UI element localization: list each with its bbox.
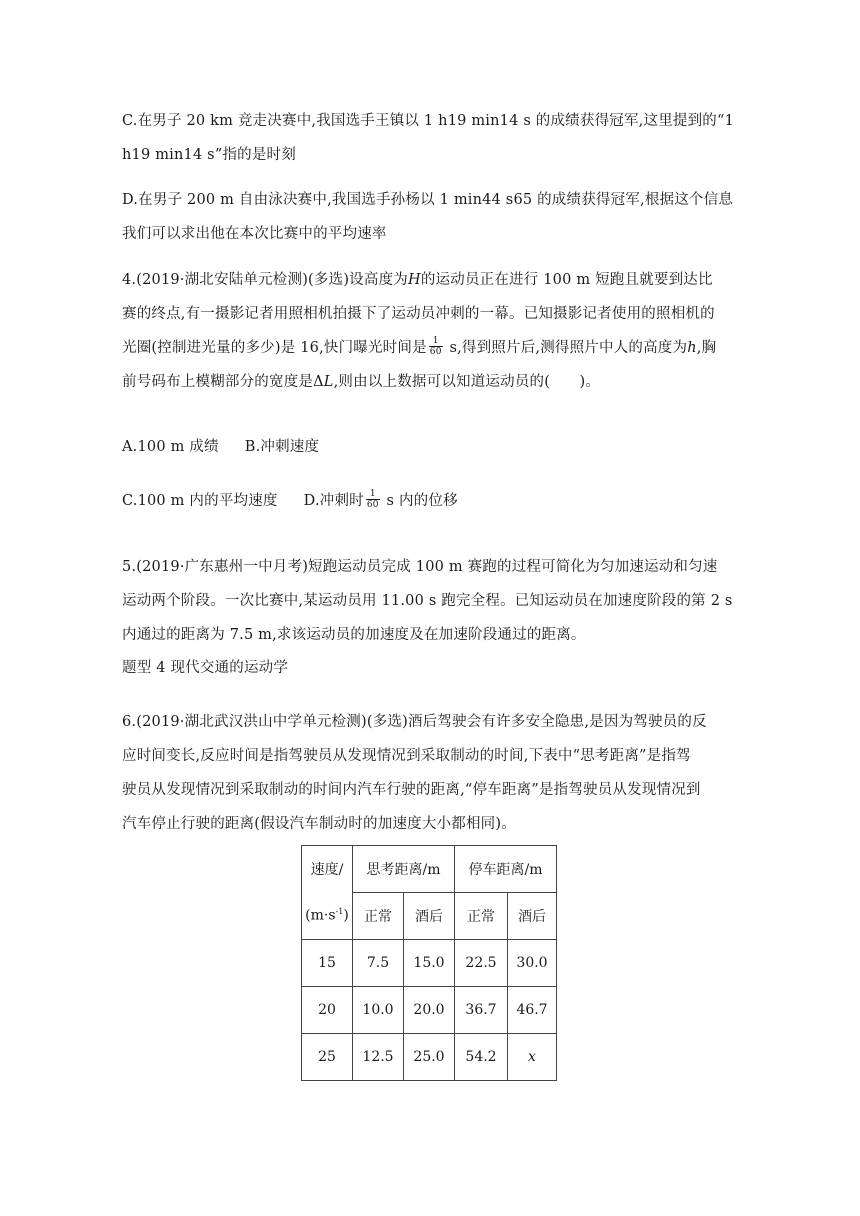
think-drunk-header: 酒后 [404, 893, 455, 940]
question-5-line-2: 运动两个阶段。一次比赛中,某运动员用 11.00 s 跑完全程。已知运动员在加速度阶段的第 2 s [122, 593, 733, 609]
table-cell-stop-drunk: x [508, 1034, 557, 1081]
fraction-1-60: $\frac{1}{60}$ [429, 335, 442, 357]
question-5 [122, 550, 740, 652]
fraction-1-60-option-d: $\frac{1}{60}$ [366, 488, 379, 510]
question-5-line-3: 内通过的距离为 7.5 m,求该运动员的加速度及在加速阶段通过的距离。 [122, 627, 586, 643]
variable-h-upper: H [407, 272, 421, 288]
question-4-line-1: 4.(2019·湖北安陆单元检测)(多选)设高度为H的运动员正在进行 100 m 短跑且就要到达比 [122, 272, 713, 288]
variable-h: h [687, 340, 697, 356]
think-normal-header: 正常 [353, 893, 404, 940]
question-6-line-2: 应时间变长,反应时间是指驾驶员从发现情况到采取制动的时间,下表中“思考距离”是指驾 [122, 748, 691, 764]
speed-header-unit: $(m\cdot s^{-1})$ [302, 893, 353, 940]
table-cell-think-normal: 10.0 [353, 987, 404, 1034]
braking-distance-table [301, 845, 557, 1081]
table-cell-think-normal: 7.5 [353, 940, 404, 987]
table-header-row-2 [302, 893, 557, 940]
table-cell-speed: 25 [302, 1034, 353, 1081]
table-cell-stop-drunk: 46.7 [508, 987, 557, 1034]
question-4-option-b: B.冲刺速度 [244, 439, 320, 455]
table-cell-stop-normal: 36.7 [455, 987, 508, 1034]
question-4-option-d: D.冲刺时 $\frac{1}{60}$ s 内的位移 [303, 488, 458, 510]
question-4-line-4: 前号码布上模糊部分的宽度是ΔL,则由以上数据可以知道运动员的( )。 [122, 374, 601, 390]
question-4-options-cd [122, 484, 740, 518]
question-4-option-c: C.100 m 内的平均速度 [122, 493, 278, 509]
variable-l: L [323, 374, 334, 390]
stop-drunk-header: 酒后 [508, 893, 557, 940]
table-cell-think-normal: 12.5 [353, 1034, 404, 1081]
stop-distance-header: 停车距离/m [455, 846, 557, 893]
table-cell-speed: 20 [302, 987, 353, 1034]
question-6-line-1: 6.(2019·湖北武汉洪山中学单元检测)(多选)酒后驾驶会有许多安全隐患,是因为驾驶员的反 [122, 714, 707, 730]
question-4-option-a: A.100 m 成绩 [122, 439, 219, 455]
option-d [122, 183, 740, 251]
question-6-line-3: 驶员从发现情况到采取制动的时间内汽车行驶的距离,“停车距离”是指驾驶员从发现情况到 [122, 782, 701, 798]
question-4-line-2: 赛的终点,有一摄影记者用照相机拍摄下了运动员冲刺的一幕。已知摄影记者使用的照相机的 [122, 306, 715, 322]
option-d-line-1: D.在男子 200 m 自由泳决赛中,我国选手孙杨以 1 min44 s65 的成绩获得冠军,根据这个信息 [122, 192, 734, 208]
question-6-line-4: 汽车停止行驶的距离(假设汽车制动时的加速度大小都相同)。 [122, 816, 516, 832]
table-cell-stop-drunk: 30.0 [508, 940, 557, 987]
speed-header-top: 速度/ [302, 846, 353, 893]
table-header-row-1 [302, 846, 557, 893]
option-c [122, 104, 740, 172]
section-title: 题型 4 现代交通的运动学 [122, 660, 289, 676]
table-row [302, 987, 557, 1034]
stop-normal-header: 正常 [455, 893, 508, 940]
question-4 [122, 263, 740, 399]
table-row [302, 940, 557, 987]
question-5-line-1: 5.(2019·广东惠州一中月考)短跑运动员完成 100 m 赛跑的过程可简化为匀加速运动和匀速 [122, 559, 718, 575]
table-cell-think-drunk: 15.0 [404, 940, 455, 987]
think-distance-header: 思考距离/m [353, 846, 455, 893]
option-d-line-2: 我们可以求出他在本次比赛中的平均速率 [122, 226, 387, 242]
table-cell-think-drunk: 20.0 [404, 987, 455, 1034]
question-4-line-3: 光圈(控制进光量的多少)是 16,快门曝光时间是 $\frac{1}{60}$ s,得到照片后,测得照片中人的高度为h,胸 [122, 335, 717, 357]
table-cell-stop-normal: 22.5 [455, 940, 508, 987]
table-cell-think-drunk: 25.0 [404, 1034, 455, 1081]
option-c-line-2: h19 min14 s”指的是时刻 [122, 147, 296, 163]
question-6 [122, 705, 740, 841]
option-c-line-1: C.在男子 20 km 竞走决赛中,我国选手王镇以 1 h19 min14 s 的成绩获得冠军,这里提到的“1 [122, 113, 735, 129]
table-row [302, 1034, 557, 1081]
table-cell-speed: 15 [302, 940, 353, 987]
question-4-options-ab [122, 430, 740, 464]
table-cell-stop-normal: 54.2 [455, 1034, 508, 1081]
